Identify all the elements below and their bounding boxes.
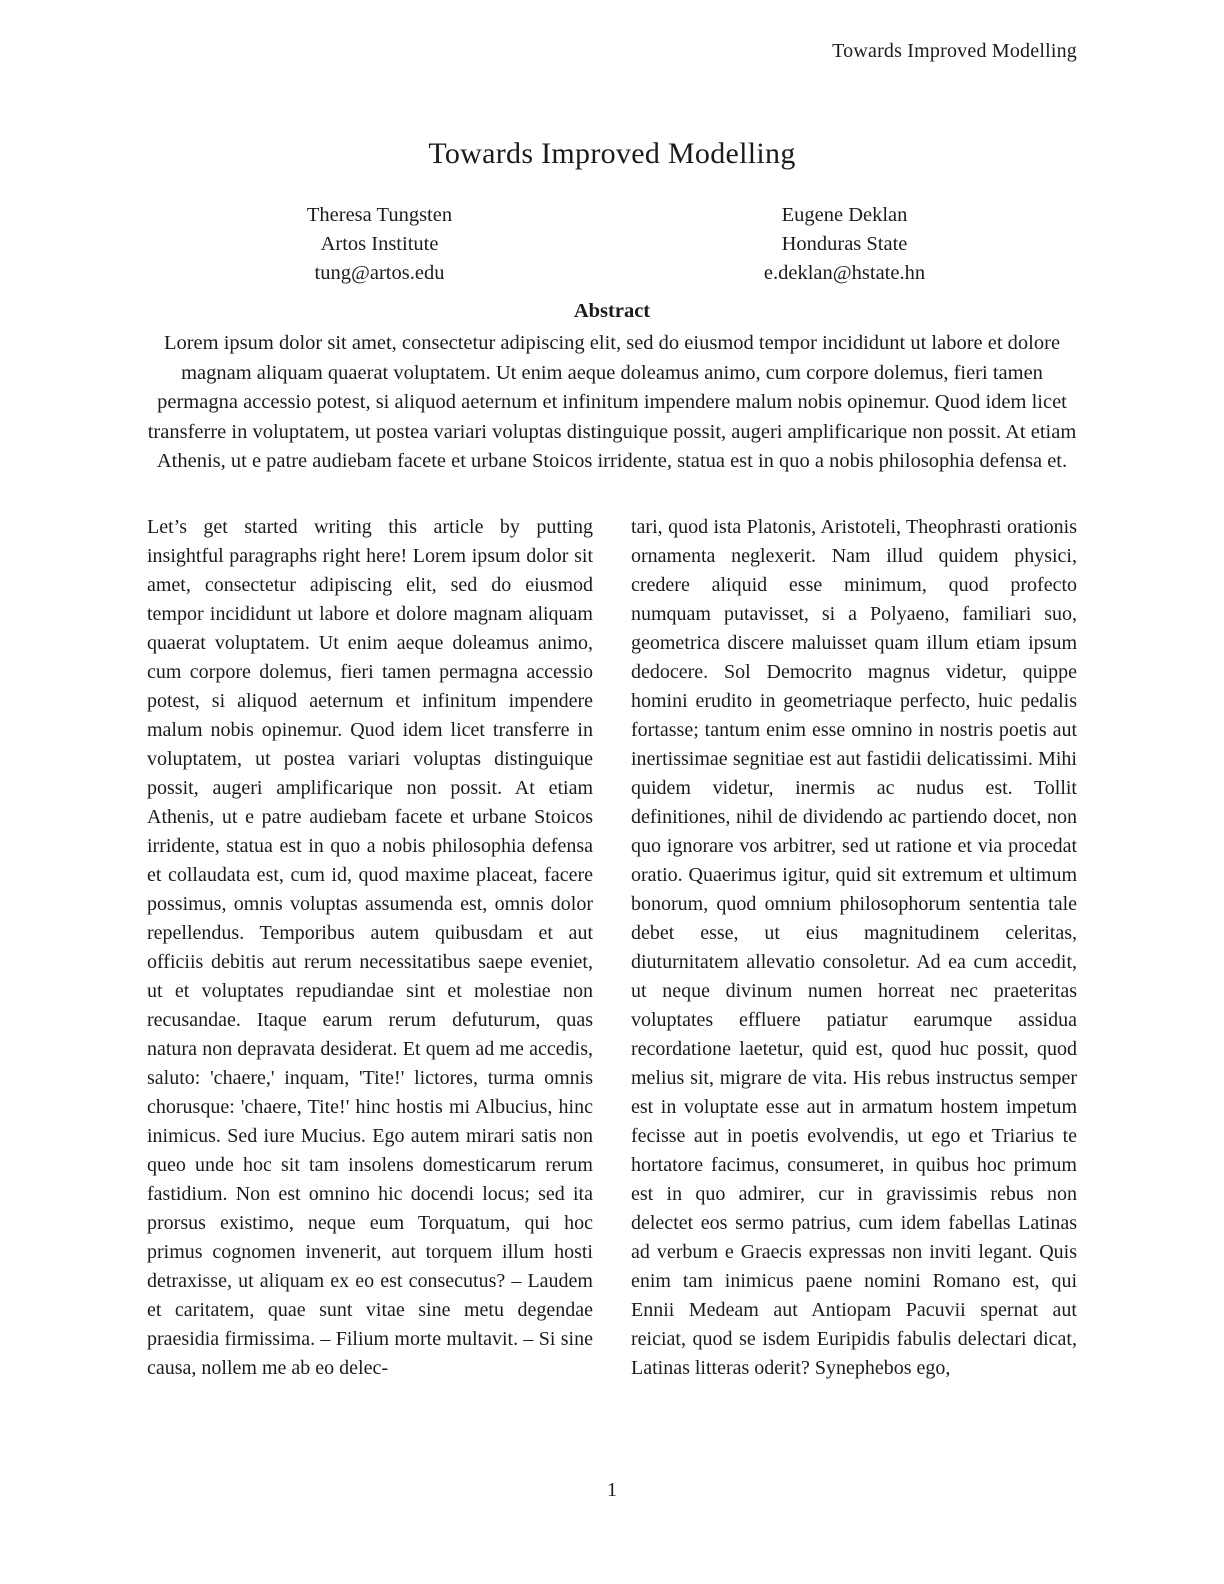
body-columns xyxy=(147,513,1077,1383)
body-column-left: Let’s get started writing this article by putting insightful paragraphs right here! Lorem ipsum dolor sit amet, consectetur adipiscing elit, sed do eiusmod tempor incididunt ut labore et dolore magnam aliquam quaerat voluptatem. Ut enim aeque doleamus animo, cum corpore dolemus, fieri tamen permagna accessio potest, si aliquod aeternum et infinitum impendere malum nobis opinemur. Quod idem licet transferre in voluptatem, ut postea variari voluptas distinguique possit, augeri amplificarique non possit. At etiam Athenis, ut e patre audiebam facete et urbane Stoicos irridente, statua est in quo a nobis philosophia defensa et collaudata est, cum id, quod maxime placeat, facere possimus, omnis voluptas assumenda est, omnis dolor repellendus. Temporibus autem quibusdam et aut officiis debitis aut rerum necessitatibus saepe eveniet, ut et voluptates repudiandae sint et molestiae non recusandae. Itaque earum rerum defuturum, quas natura non depravata desiderat. Et quem ad me accedis, saluto: 'chaere,' inquam, 'Tite!' lictores, turma omnis chorusque: 'chaere, Tite!' hinc hostis mi Albucius, hinc inimicus. Sed iure Mucius. Ego autem mirari satis non queo unde hoc sit tam insolens domesticarum rerum fastidium. Non est omnino hic docendi locus; sed ita prorsus existimo, neque eum Torquatum, qui hoc primus cognomen invenerit, aut torquem illum hosti detraxisse, ut aliquam ex eo est consecutus? – Laudem et caritatem, quae sunt vitae sine metu degendae praesidia firmissima. – Filium morte multavit. – Si sine causa, nollem me ab eo delec- xyxy=(147,516,593,1379)
author-2-name: Eugene Deklan xyxy=(781,204,908,226)
author-2-affiliation: Honduras State xyxy=(781,233,908,255)
author-1-affiliation: Artos Institute xyxy=(320,233,439,255)
author-2 xyxy=(612,201,1077,288)
page-number: 1 xyxy=(607,1479,617,1501)
running-header: Towards Improved Modelling xyxy=(832,40,1077,62)
abstract-heading: Abstract xyxy=(573,300,651,322)
author-2-email: e.deklan@hstate.hn xyxy=(763,262,926,284)
body-column-right: tari, quod ista Platonis, Aristoteli, Theophrasti orationis ornamenta neglexerit. Nam illud quidem physici, credere aliquid esse minimum, quod profecto numquam putavisset, si a Polyaeno, familiari suo, geometrica discere maluisset quam illum etiam ipsum dedocere. Sol Democrito magnus videtur, quippe homini erudito in geometriaque perfecto, huic pedalis fortasse; tantum enim esse omnino in nostris poetis aut inertissimae segnitiae est aut fastidii delicatissimi. Mihi quidem videtur, inermis ac nudus est. Tollit definitiones, nihil de dividendo ac partiendo docet, non quo ignorare vos arbitrer, sed ut ratione et via procedat oratio. Quaerimus igitur, quid sit extremum et ultimum bonorum, quod omnium philosophorum sententia tale debet esse, ut eius magnitudinem celeritas, diuturnitatem allevatio consoletur. Ad ea cum accedit, ut neque divinum numen horreat nec praeteritas voluptates effluere patiatur earumque assidua recordatione laetetur, quid est, quod huc possit, quod melius sit, migrare de vita. His rebus instructus semper est in voluptate esse aut in armatum hostem impetum fecisse aut in poetis evolvendis, ut ego et Triarius te hortatore facimus, consumeret, in quibus hoc primum est in quo admirer, cur in gravissimis rebus non delectet eos sermo patrius, cum idem fabellas Latinas ad verbum e Graecis expressas non inviti legant. Quis enim tam inimicus paene nomini Romano est, qui Ennii Medeam aut Antiopam Pacuvii spernat aut reiciat, quod se isdem Euripidis fabulis delectari dicat, Latinas litteras oderit? Synephebos ego, xyxy=(631,516,1077,1379)
abstract-text: Lorem ipsum dolor sit amet, consectetur adipiscing elit, sed do eiusmod tempor incididunt ut labore et dolore magnam aliquam quaerat voluptatem. Ut enim aeque doleamus animo, cum corpore dolemus, fieri tamen permagna accessio potest, si aliquod aeternum et infinitum impendere malum nobis opinemur. Quod idem licet transferre in voluptatem, ut postea variari voluptas distinguique possit, augeri amplificarique non possit. At etiam Athenis, ut e patre audiebam facete et urbane Stoicos irridente, statua est in quo a nobis philosophia defensa et. xyxy=(147,332,1077,473)
author-block xyxy=(147,201,1077,288)
author-1-email: tung@artos.edu xyxy=(314,262,445,284)
author-1-name: Theresa Tungsten xyxy=(306,204,453,226)
paper-title: Towards Improved Modelling xyxy=(428,137,796,170)
author-1 xyxy=(147,201,612,288)
